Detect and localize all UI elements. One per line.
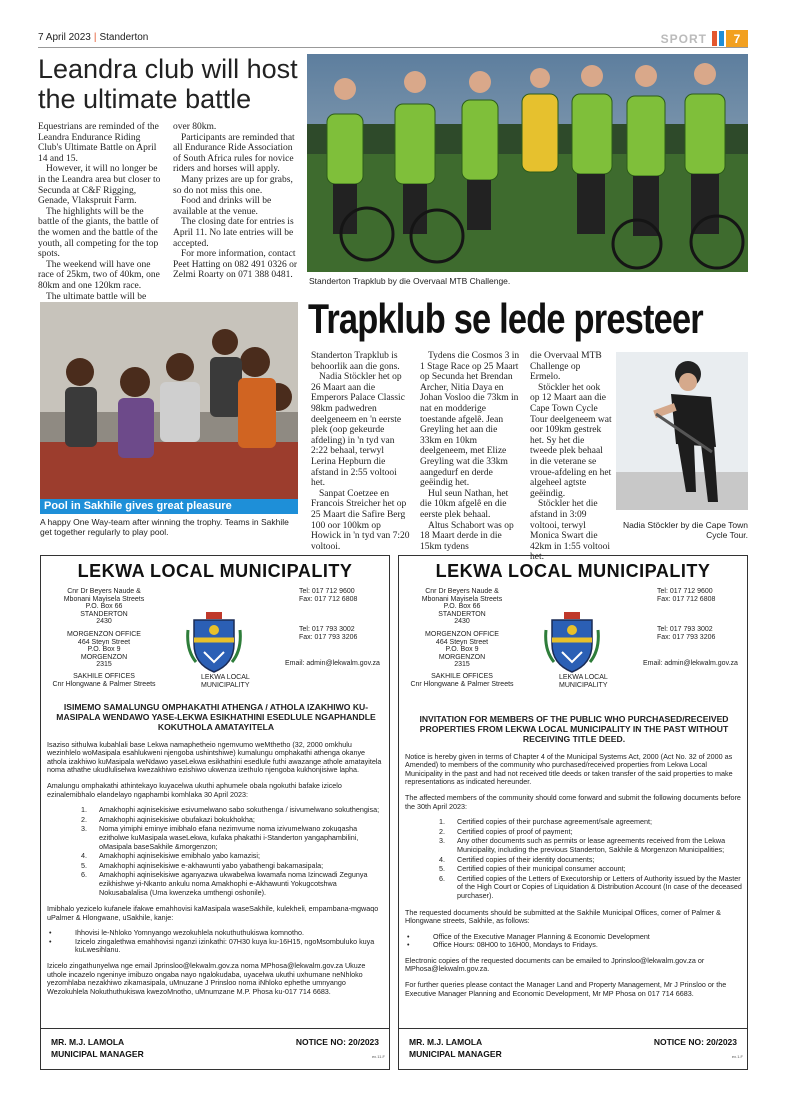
crest-label: LEKWA LOCAL MUNICIPALITY [559, 674, 608, 689]
leandra-para: over 80km. [173, 122, 217, 132]
notice-heading: ISIMEMO SAMALUNGU OMPHAKATHI ATHENGA / ATHOLA IZAKHIWO KU-MASIPALA WENDAWO YASE-LEKWA ESIKHATHINI ESEDLULE NGAPHANDLE KOKUTHOLA AMATAYITELA [56, 702, 376, 733]
trapklub-col-2 [420, 351, 520, 552]
pool-photo [40, 302, 298, 499]
list-item: 4. Certified copies of their identity documents; [439, 854, 595, 864]
header-paper: Standerton [99, 32, 149, 43]
mtb-group-photo [307, 54, 748, 272]
notice-title: LEKWA LOCAL MUNICIPALITY [77, 561, 353, 581]
trapklub-para: Hul seun Nathan, het die 10km afgelê en die eerste plek behaal. [420, 488, 509, 520]
phone-morgenzon: Tel: 017 793 3002 Fax: 017 793 3206 [657, 626, 716, 641]
notice-signature [399, 1028, 747, 1060]
header-dateline: 7 April 2023 | Standerton [38, 32, 149, 43]
notice-heading: INVITATION FOR MEMBERS OF THE PUBLIC WHO PURCHASED/RECEIVED PROPERTIES FROM LEKWA LOCAL MUNICIPALITY IN THE PAST WITHOUT RECEIVING TITLE DEED. [419, 714, 729, 745]
list-item: 5. Certified copies of their municipal consumer account; [439, 864, 626, 874]
list-item: 4. Amakhophi aqinisekisiwe emibhalo yabo kamazisi; [81, 851, 260, 861]
crest-label: LEKWA LOCAL MUNICIPALITY [201, 674, 250, 689]
trapklub-para: Standerton Trapklub is behoorlik aan die gons. [311, 351, 400, 372]
address-morgenzon: MORGENZON OFFICE 464 Steyn Street P.O. Box 9 MORGENZON 2315 [67, 631, 141, 669]
header-section [661, 30, 748, 47]
leandra-para: Food and drinks will be available at the venue. [173, 196, 272, 217]
notice-para: For further queries please contact the Manager Land and Property Management, Mr J Prinsloo or the Executive Manager Planning and Economic Development, Mr MP Phosa on 017 714 6683. [405, 980, 727, 998]
lekwa-crest-icon [186, 610, 242, 674]
list-item: • Office Hours: 08H00 to 16H00, Mondays to Fridays. [407, 940, 598, 950]
notice-bullets [47, 929, 385, 955]
header-date: 7 April 2023 [38, 32, 91, 43]
notice-number: NOTICE NO: 20/2023 [295, 1037, 379, 1047]
leandra-col-1 [38, 122, 166, 302]
notice-para: Izicelo zingathunyelwa nge email Jprinsloo@lekwalm.gov.za noma MPhosa@lekwalm.gov.za Ukuze uthole incazelo ngeninye imibuzo ongaba nayo ngalokudaba, uyacelwa ukuthi uxhumane neNhloko yezomhlaba nezakhiwo zikamasipala, uMnuzane J Prinsloo noma iNhloko ephethe umnyango Wezokuhlela Nokuthuthukiswa kwezoMnotho, uMnumzane M.P. Phosa ku-017 714 6683. [47, 961, 366, 996]
notice-para: The requested documents should be submitted at the Sakhile Municipal Offices, corner of Palmer & Hlongwane streets, Sakhile, as follows: [405, 907, 721, 926]
page-header [38, 30, 748, 48]
trapklub-para: Nadia Stöckler het op 26 Maart aan die Emperors Palace Classic 98km padwedren deelgeneem en 'n eerste plek (oop gekeurde afdeling) in 'n tyd van 2:22 behaal, terwyl Lerina Hepburn die afstand in 2:55 voltooi het. [311, 372, 405, 489]
accent-bar-red [712, 31, 717, 46]
leandra-headline: Leandra club will host the ultimate battle [38, 54, 298, 114]
list-item: 3. Noma yimiphi eminye imibhalo efana nezimvume noma izivumelwano zokuqasha ezitholwe kuMasipala waseLekwa, kufaka phakathi i-Standerton yangaphambilini, oMasipala baseSakhile &morgenzon; [81, 824, 359, 851]
list-item: 2. Amakhophi aqinisekisiwe obufakazi bokukhokha; [81, 814, 255, 824]
pool-banner: Pool in Sakhile gives great pleasure [40, 499, 298, 514]
phone-morgenzon: Tel: 017 793 3002 Fax: 017 793 3206 [299, 626, 358, 641]
phone-standerton: Tel: 017 712 9600 Fax: 017 712 6808 [657, 588, 716, 603]
leandra-para: However, it will no longer be in the Leandra area but closer to Secunda at C&F Rigging, Genade, Vlakspruit Farm. [38, 164, 161, 207]
address-morgenzon: MORGENZON OFFICE 464 Steyn Street P.O. Box 9 MORGENZON 2315 [425, 631, 499, 669]
cyclist-caption: Nadia Stöckler by die Cape Town Cycle Tour. [622, 520, 748, 540]
trapklub-headline: Trapklub se lede presteer [308, 295, 703, 342]
pool-caption: A happy One Way-team after winning the trophy. Teams in Sakhile get together regularly to play pool. [40, 517, 289, 537]
notice-list [405, 818, 743, 900]
manager-name: MR. M.J. LAMOLA [51, 1037, 125, 1047]
notice-email: Email: admin@lekwalm.gov.za [643, 660, 738, 667]
list-item: 6. Amakhophi aqinisekisiwe aganyazwa ukwabelwa kwamafa noma Izincwadi Zegunya ezikhishwe yi-Nkanto ankulu noma Amakhophi e-Akhawunti Yokugcotshwa Nokusabalalisa (Uma kwenzeka umthengi oshonile). [81, 870, 368, 897]
notice-english-body [405, 714, 743, 1005]
leandra-para: The weekend will have one race of 25km, two of 40km, one 80km and one 120km race. [38, 259, 160, 291]
list-item: • Ihhovisi le-Nhloko Yomnyango wezokuhlela nokuthuthukiswa komnotho. [49, 928, 304, 938]
section-label: SPORT [660, 31, 707, 46]
leandra-para: Equestrians are reminded of the Leandra Endurance Riding Club's Ultimate Battle on April 14 and 15. [38, 122, 159, 164]
leandra-para: The ultimate battle will be [46, 291, 147, 302]
address-standerton: Cnr Dr Beyers Naude & Mbonani Mayisela Streets P.O. Box 66 STANDERTON 2430 [63, 588, 145, 626]
trapklub-para: Tydens die Cosmos 3 in 1 Stage Race op 25 Maart op Secunda het Brendan Archer, Nitia Daya en Johan Vosloo die 73km in nat en modderige toestande afgelê. Jean Greyling het aan die 33km en 10km deelgeneem, met Elize Greyling wat die 33km aangedurf en derde geëindig het. [420, 351, 520, 489]
ad-code: ex.11.F [371, 1054, 385, 1059]
phone-standerton: Tel: 017 712 9600 Fax: 017 712 6808 [299, 588, 358, 603]
notice-para: The affected members of the community should come forward and submit the following documents before the 30th April 2023: [405, 792, 741, 811]
notice-para: Isaziso sithulwa kubahlali base Lekwa namaphetheio ngemvumo weMthetho (32, 2000 omkhulu wezinhlelo woMasipala esahlukweni njengoba ushintshiwe) kumalungu omphakathi athenga okanye athola izakhiwo kuMasipala weNdawo yaseLekwa esikhathini esedlule futhi awazange athole amatayitela noma athathe ukudluliselwa kwezakhiwo ezishiwo ukwenza izethulo njengoba kukhonjisiwe lapha. [47, 739, 382, 775]
notice-bullets [405, 933, 743, 950]
cyclist-photo [616, 352, 748, 510]
notice-zulu-body [47, 702, 385, 1003]
trapklub-para: Sanpat Coetzee en Francois Streicher het op 25 Maart die Safire Berg 100 oor 100km op Howick in 'n tyd van 7:20 voltooi. [311, 488, 410, 552]
page-number: 7 [726, 30, 748, 47]
lekwa-crest-icon [544, 610, 600, 674]
address-sakhile: SAKHILE OFFICES Cnr Hlongwane & Palmer Streets [52, 673, 156, 688]
trapklub-para: die Overvaal MTB Challenge op Ermelo. [530, 351, 602, 383]
manager-role: MUNICIPAL MANAGER [51, 1049, 144, 1059]
notice-para: Imibhalo yezicelo kufanele ifakwe emahhovisi kaMasipala waseSakhile, kulekheli, empambana-mgwaqo uPalmer & Hlongwane, uSakhile, kanje: [47, 904, 379, 922]
leandra-para: For more information, contact Peet Hatting on 082 491 0326 or Zelmi Roarty on 071 388 0481. [173, 249, 298, 281]
notice-list [47, 806, 385, 897]
notice-email: Email: admin@lekwalm.gov.za [285, 660, 380, 667]
notice-zulu [40, 555, 390, 1070]
notice-signature [41, 1028, 389, 1060]
leandra-para: The closing date for entries is April 11. No late entries will be accepted. [173, 217, 294, 249]
notice-para: Electronic copies of the requested documents can be emailed to Jprinsloo@lekwalm.gov.za or MPhosa@lekwalm.gov.za. [405, 955, 705, 974]
notice-para: Notice is hereby given in terms of Chapter 4 of the Municipal Systems Act, 2000 (Act No. 32 of 2000 as Amended) to members of the community who purchased/received properties from Lekwa Local Municipality in the past and had not received title deeds or taken transfer of the said properties to make representations as indicated hereunder. [405, 751, 733, 787]
list-item: 5. Amakhophi aqinisekisiwe e-akhawunti yabo yabathengi bakamasipala; [81, 860, 324, 870]
notice-para: Amalungu omphakathi athintekayo kuyacelwa ukuthi aphumele obala ngokuthi bafake izicelo ezinalemibhalo elandelayo ngaphambi komhlaka 30 April 2023: [47, 780, 342, 799]
manager-name: MR. M.J. LAMOLA [409, 1037, 483, 1047]
trapklub-para: Altus Schabort was op 18 Maart derde in die 15km tydens [420, 520, 514, 552]
trapklub-col-3 [530, 351, 612, 563]
address-standerton: Cnr Dr Beyers Naude & Mbonani Mayisela Streets P.O. Box 66 STANDERTON 2430 [421, 588, 503, 626]
leandra-col-2 [173, 122, 301, 281]
trapklub-col-1 [311, 351, 411, 552]
address-sakhile: SAKHILE OFFICES Cnr Hlongwane & Palmer Streets [410, 673, 514, 688]
notice-number: NOTICE NO: 20/2023 [653, 1037, 737, 1047]
leandra-para: Participants are reminded that all Endurance Ride Association of South Africa rules for novice riders and horses will apply. [173, 132, 295, 175]
notice-english [398, 555, 748, 1070]
list-item: 1. Certified copies of their purchase agreement/sale agreement; [439, 817, 652, 827]
manager-role: MUNICIPAL MANAGER [409, 1049, 502, 1059]
ad-code: ex.1.F [731, 1054, 743, 1059]
leandra-para: Many prizes are up for grabs, so do not miss this one. [173, 174, 293, 196]
list-item: 3. Any other documents such as permits or lease agreements received from the Lekwa Municipality, including the previous Standerton, Sakhile & Morgenzon Municipalities; [439, 836, 726, 854]
list-item: 1. Amakhophi aqinisekisiwe esivumelwano sabo sokuthenga / isivumelwano sokuthengisa; [81, 805, 380, 815]
accent-bar-blue [719, 31, 724, 46]
list-item: • Izicelo zingalethwa emahhovisi nganzi izinkathi: 07H30 kuya ku-16H15, ngoMsombuluko kuya kuLwesihlanu. [49, 936, 375, 955]
list-item: 2. Certified copies of proof of payment; [439, 826, 573, 836]
trapklub-para: Stöckler het die afstand in 3:09 voltooi, terwyl Monica Swart die 42km in 1:55 voltooi het. [530, 499, 610, 563]
notice-title: LEKWA LOCAL MUNICIPALITY [435, 561, 711, 581]
leandra-para: The highlights will be the battle of the giants, the battle of the women and the battle of the youth, all competing for the top spots. [38, 206, 159, 260]
mtb-photo-caption: Standerton Trapklub by die Overvaal MTB Challenge. [309, 276, 511, 286]
list-item: • Office of the Executive Manager Planning & Economic Development [407, 931, 650, 941]
list-item: 6. Certified copies of the Letters of Executorship or Letters of Authority issued by the Master of the High Court or Copies of Liquidation & Distribution Account (In case of the deceased purchaser). [439, 873, 742, 900]
trapklub-para: Stöckler het ook op 12 Maart aan die Cape Town Cycle Tour deelgeneem wat oor 109km gestrek het. Sy het die tweede plek behaal in die veterane se vroue-afdeling en het algeheel agtste geëindig. [530, 382, 612, 499]
